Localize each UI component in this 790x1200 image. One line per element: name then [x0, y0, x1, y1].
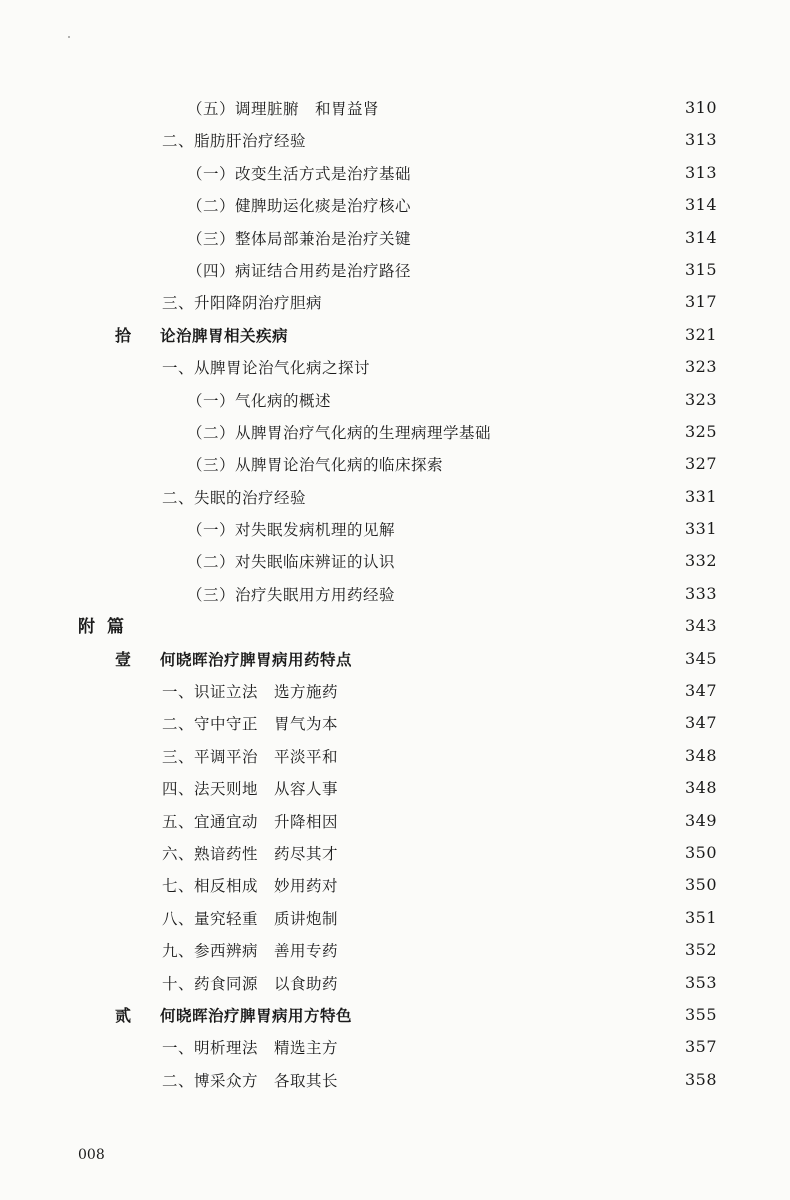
toc-entry[interactable]	[0, 870, 790, 902]
entry-title: （四）病证结合用药是治疗路径	[187, 261, 412, 280]
chapter-marker: 壹	[115, 649, 132, 669]
page-number-footer: 008	[78, 1147, 105, 1163]
toc-entry[interactable]	[0, 1032, 790, 1064]
entry-title: （三）整体局部兼治是治疗关键	[187, 229, 412, 248]
toc-entry[interactable]	[0, 287, 790, 319]
toc-entry[interactable]	[0, 158, 790, 190]
entry-page-number: 323	[684, 389, 717, 409]
entry-page-number: 350	[684, 875, 717, 895]
entry-page-number: 347	[684, 681, 717, 701]
toc-part-entry[interactable]	[0, 611, 790, 643]
entry-title: 十、药食同源 以食助药	[162, 974, 339, 993]
entry-page-number: 348	[684, 778, 717, 798]
entry-title: （五）调理脏腑 和胃益肾	[187, 100, 380, 118]
entry-title: 六、熟谙药性 药尽其才	[162, 844, 339, 863]
toc-entry[interactable]	[0, 482, 790, 514]
toc-entry[interactable]	[0, 968, 790, 1000]
toc-entry[interactable]	[0, 449, 790, 481]
paper-speck	[68, 36, 70, 38]
toc-entry[interactable]	[0, 352, 790, 384]
entry-title: 二、博采众方 各取其长	[162, 1071, 339, 1090]
entry-page-number: 348	[684, 745, 717, 765]
toc-entry[interactable]	[0, 1065, 790, 1097]
entry-title: 八、量究轻重 质讲炮制	[162, 909, 339, 928]
entry-page-number: 352	[684, 940, 717, 960]
entry-page-number: 327	[684, 454, 717, 474]
toc-entry[interactable]	[0, 546, 790, 578]
entry-page-number: 357	[684, 1037, 717, 1057]
toc-entry[interactable]	[0, 708, 790, 740]
entry-title: （三）治疗失眠用方用药经验	[187, 585, 396, 604]
toc-chapter-entry[interactable]	[0, 320, 790, 352]
entry-page-number: 315	[684, 259, 717, 279]
entry-title: 何晓晖治疗脾胃病用方特色	[160, 1006, 353, 1025]
entry-page-number: 314	[684, 227, 717, 247]
entry-page-number: 325	[684, 421, 717, 441]
entry-title: 论治脾胃相关疾病	[160, 326, 289, 345]
entry-title: 五、宜通宜动 升降相因	[162, 812, 339, 831]
entry-title: （二）对失眠临床辨证的认识	[187, 553, 396, 572]
toc-entry[interactable]	[0, 838, 790, 870]
toc-entry[interactable]	[0, 579, 790, 611]
entry-page-number: 345	[684, 648, 717, 668]
entry-title: （一）气化病的概述	[187, 391, 332, 410]
toc-entry[interactable]	[0, 676, 790, 708]
entry-title: （二）健脾助运化痰是治疗核心	[187, 197, 412, 216]
toc-entry[interactable]	[0, 125, 790, 157]
toc-entry[interactable]	[0, 93, 790, 125]
entry-title: （二）从脾胃治疗气化病的生理病理学基础	[187, 423, 492, 442]
toc-entry[interactable]	[0, 806, 790, 838]
entry-page-number: 323	[684, 357, 717, 377]
entry-title: 一、从脾胃论治气化病之探讨	[162, 359, 371, 378]
entry-title: 何晓晖治疗脾胃病用药特点	[160, 650, 353, 669]
entry-page-number: 331	[684, 486, 717, 506]
entry-page-number: 350	[684, 842, 717, 862]
table-of-contents	[0, 93, 790, 1097]
toc-chapter-entry[interactable]	[0, 1000, 790, 1032]
entry-page-number: 333	[684, 583, 717, 603]
entry-title: （一）对失眠发病机理的见解	[187, 521, 396, 540]
entry-title: （三）从脾胃论治气化病的临床探索	[187, 456, 444, 475]
entry-page-number: 332	[684, 551, 717, 571]
entry-title: 二、守中守正 胃气为本	[162, 715, 339, 734]
entry-title: 一、明析理法 精选主方	[162, 1039, 339, 1058]
toc-entry[interactable]	[0, 417, 790, 449]
toc-entry[interactable]	[0, 741, 790, 773]
entry-title: （一）改变生活方式是治疗基础	[187, 164, 412, 183]
entry-page-number: 358	[684, 1069, 717, 1089]
chapter-marker: 拾	[115, 325, 132, 345]
toc-entry[interactable]	[0, 903, 790, 935]
entry-title: 三、平调平治 平淡平和	[162, 747, 339, 766]
entry-page-number: 314	[684, 195, 717, 215]
toc-entry[interactable]	[0, 190, 790, 222]
entry-title: 七、相反相成 妙用药对	[162, 877, 339, 896]
entry-page-number: 313	[684, 162, 717, 182]
chapter-marker: 贰	[115, 1005, 132, 1025]
toc-entry[interactable]	[0, 935, 790, 967]
entry-title: 附篇	[78, 617, 136, 638]
entry-page-number: 321	[684, 324, 717, 344]
toc-entry[interactable]	[0, 255, 790, 287]
toc-entry[interactable]	[0, 773, 790, 805]
entry-page-number: 353	[684, 972, 717, 992]
entry-page-number: 343	[684, 616, 717, 636]
toc-chapter-entry[interactable]	[0, 644, 790, 676]
entry-page-number: 310	[684, 98, 717, 117]
toc-entry[interactable]	[0, 385, 790, 417]
entry-page-number: 313	[684, 130, 717, 150]
entry-title: 二、失眠的治疗经验	[162, 488, 307, 507]
entry-page-number: 331	[684, 519, 717, 539]
entry-page-number: 355	[684, 1004, 717, 1024]
entry-page-number: 351	[684, 907, 717, 927]
entry-title: 一、识证立法 选方施药	[162, 683, 339, 702]
entry-title: 二、脂肪肝治疗经验	[162, 132, 307, 151]
entry-title: 四、法天则地 从容人事	[162, 780, 339, 799]
entry-page-number: 349	[684, 810, 717, 830]
entry-page-number: 317	[684, 292, 717, 312]
entry-page-number: 347	[684, 713, 717, 733]
entry-title: 三、升阳降阴治疗胆病	[162, 294, 323, 313]
entry-title: 九、参西辨病 善用专药	[162, 942, 339, 961]
toc-entry[interactable]	[0, 223, 790, 255]
toc-entry[interactable]	[0, 514, 790, 546]
